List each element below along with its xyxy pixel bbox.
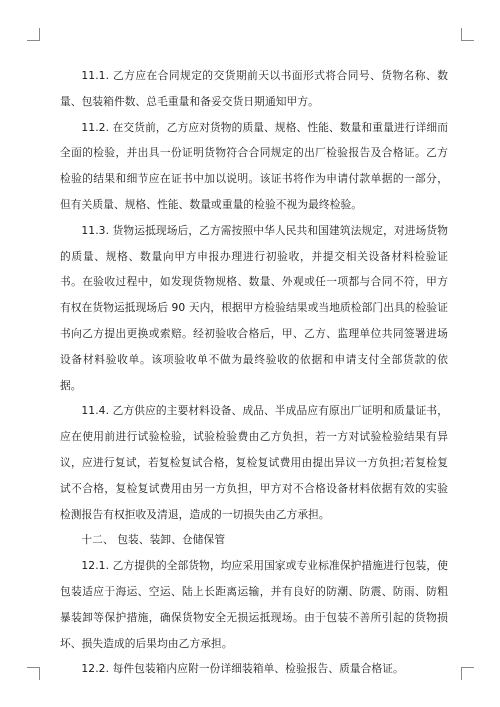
crop-mark-bottom-left [27, 667, 40, 680]
crop-mark-top-left [27, 28, 40, 41]
paragraph-11-1: 11.1. 乙方应在合同规定的交货期前天以书面形式将合同号、货物名称、数量、包装箱件数、总毛重量和备妥交货日期通知甲方。 [60, 69, 448, 108]
section-heading-12: 十二、 包装、装卸、仓储保管 [81, 533, 226, 547]
paragraph-12-2: 12.2. 每件包装箱内应附一份详细装箱单、检验报告、质量合格证。 [81, 662, 404, 676]
document-body [60, 63, 448, 682]
paragraph-11-2: 11.2. 在交货前，乙方应对货物的质量、规格、性能、数量和重量进行详细而全面的检验，并出具一份证明货物符合合同规定的出厂检验报告及合格证。乙方检验的结果和细节应在证书中加以说明。该证书将作为申请付款单据的一部分，但有关质量、规格、性能、数量或重量的检验不视为最终检验。 [60, 120, 448, 211]
paragraph-11-3: 11.3. 货物运抵现场后，乙方需按照中华人民共和国建筑法规定，对进场货物的质量、规格、数量向甲方申报办理进行初验收，并提交相关设备材料检验证书。在验收过程中，如发现货物规格、数量、外观或任一项都与合同不符，甲方有权在货物运抵现场后 90 天内，根据甲方检验结果或当地质检部门出具的检验证书向乙方提出更换或索赔。经初验收合格后，甲、乙方、监理单位共同签署进场设备材料验收单。该项验收单不做为最终验收的依据和申请支付全部货款的依据。 [60, 223, 448, 392]
paragraph-12-1: 12.1. 乙方提供的全部货物，均应采用国家或专业标准保护措施进行包装，使包装适应于海运、空运、陆上长距离运输，并有良好的防潮、防震、防雨、防粗暴装卸等保护措施，确保货物安全无损运抵现场。由于包装不善所引起的货物损坏、损失造成的后果均由乙方承担。 [60, 559, 448, 650]
crop-mark-top-right [461, 28, 474, 41]
paragraph-11-4: 11.4. 乙方供应的主要材料设备、成品、半成品应有原出厂证明和质量证书，应在使用前进行试验检验，试验检验费由乙方负担，若一方对试验检验结果有异议，应进行复试，若复检复试合格，复检复试费用由提出异议一方负担;若复检复试不合格，复检复试费用由另一方负担，甲方对不合格设备材料依据有效的实验检测报告有权拒收及清退，造成的一切损失由乙方承担。 [60, 404, 448, 521]
crop-mark-bottom-right [461, 667, 474, 680]
